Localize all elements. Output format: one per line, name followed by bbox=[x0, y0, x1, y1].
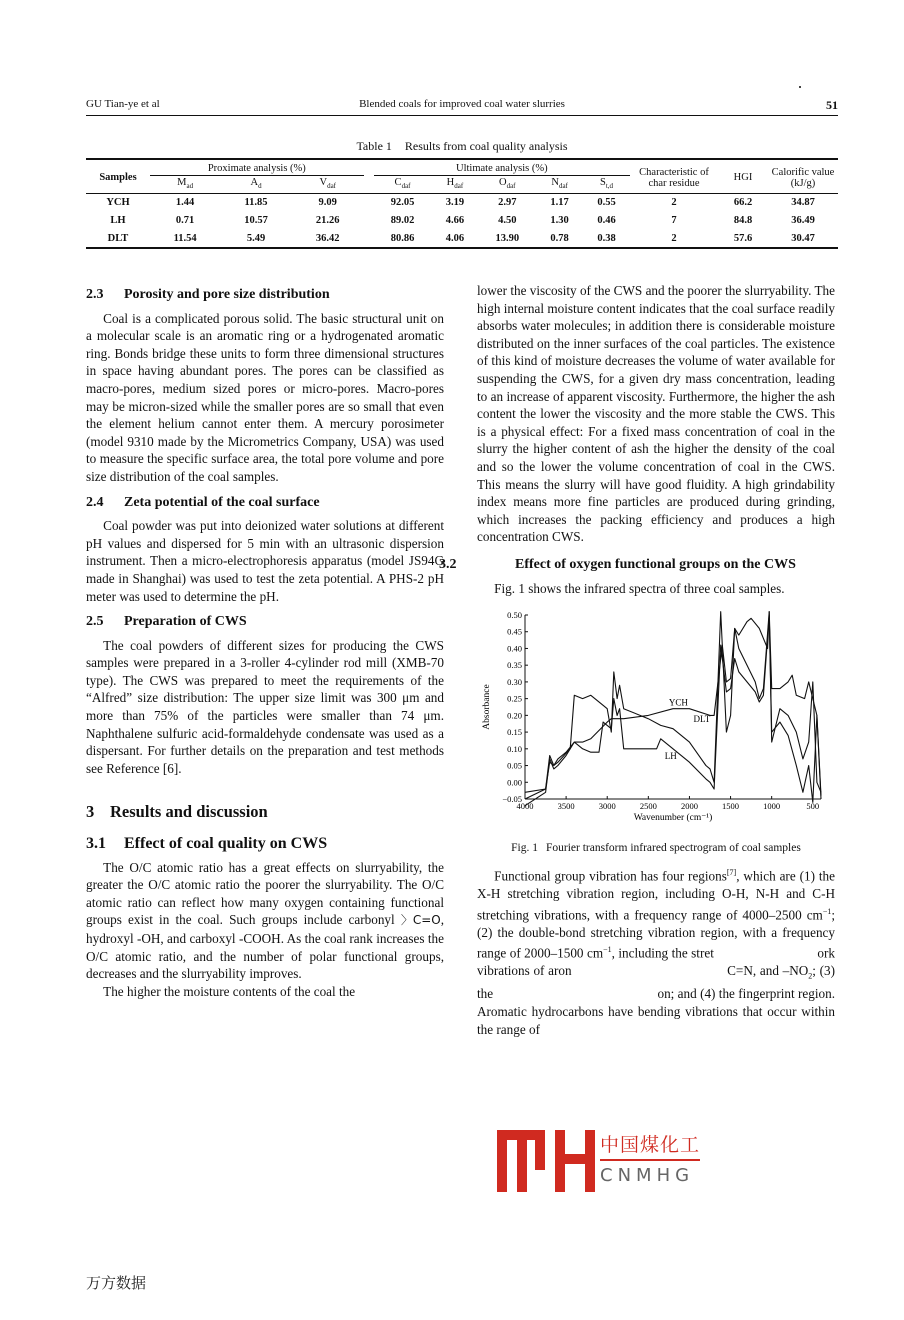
table-row bbox=[86, 194, 838, 212]
cell-hgi: 84.8 bbox=[733, 215, 753, 227]
col-header-odaf: $O_{daf}$ bbox=[478, 176, 536, 194]
series-line-lh bbox=[525, 615, 821, 806]
section-2-3-body: Coal is a complicated porous solid. The basic structural unit on a molecular scale is an aromatic ring or a hydrogenated aromatic ring. Bonds bridge these units to form three dimensional structures in space having abundant pores. The pores can be classified as macro-pores, medium sized pores or micro-pores. Macro-pores may be micron-sized while the smaller pores are so small that even the element helium cannot enter them. A mercury porosimeter (model 9310 made by the Micrometrics Company, USA) was used to measure the specific surface area, the total pore volume and pore size distribution of the coal samples. bbox=[86, 310, 444, 484]
cell-h: 4.06 bbox=[431, 230, 478, 248]
cell-c: 89.02 bbox=[390, 215, 415, 227]
table-number: Table 1 bbox=[356, 139, 392, 153]
col-header-ad: $A_d$ bbox=[220, 176, 292, 194]
cell-s: 0.38 bbox=[583, 230, 630, 248]
mh-logo-icon bbox=[497, 1130, 597, 1192]
y-tick-label: −0.05 bbox=[502, 794, 522, 805]
x-tick-label: 2000 bbox=[680, 801, 698, 812]
section-3-2-heading: 3.2 Effect of oxygen functional groups on the CWS bbox=[439, 556, 796, 572]
section-2-4-body: Coal powder was put into deionized water solutions at different pH values and dispersed for 5 min with an ultrasonic dispersion instrument. Then a micro-electrophoresis apparatus (model JS94G made in Shanghai) was used to test the zeta potential. A PHS-2 pH meter was used to determine the pH. bbox=[86, 518, 444, 604]
cell-s: 0.46 bbox=[597, 215, 616, 227]
cell-cal: 34.87 bbox=[791, 197, 815, 209]
cell-o: 13.90 bbox=[478, 230, 536, 248]
table-caption bbox=[86, 139, 838, 154]
ftir-figure bbox=[477, 603, 835, 835]
cell-o: 4.50 bbox=[498, 215, 517, 227]
cell-v: 9.09 bbox=[318, 197, 337, 209]
section-2-4-heading: 2.4 Zeta potential of the coal surface bbox=[86, 494, 320, 510]
figure-caption: Fig. 1 Fourier transform infrared spectrogram of coal samples bbox=[511, 842, 801, 855]
cell-n: 0.78 bbox=[536, 230, 583, 248]
series-annotation: DLT bbox=[693, 714, 711, 725]
cell-s: 0.55 bbox=[597, 197, 616, 209]
section-2-5-heading: 2.5 Preparation of CWS bbox=[86, 614, 247, 630]
table-row bbox=[86, 212, 838, 230]
x-tick-label: 3000 bbox=[598, 801, 616, 812]
col-header-calorific: Calorific value (kJ/g) bbox=[768, 159, 838, 194]
cnmhg-watermark-logo bbox=[497, 1130, 707, 1192]
cell-cal: 30.47 bbox=[768, 230, 838, 248]
series-annotation: LH bbox=[664, 750, 677, 761]
section-3-1-body: The O/C atomic ratio has a great effects on slurryability, the greater the O/C atomic ratio the poorer the slurryability. The O/C atomic ratio can reflect how many oxygen containing functional groups exist in the coal. Such groups include carbonyl 〉C=O, hydroxyl -OH, and carboxyl -COOH. As the coal rank increases the O/C atomic ratio, and the number of polar functional groups, decreases and the slurryability improves. bbox=[86, 859, 444, 982]
x-tick-label: 500 bbox=[806, 801, 820, 812]
coal-quality-table bbox=[86, 158, 838, 249]
running-head-title: Blended coals for improved coal water slurries bbox=[359, 98, 565, 110]
col-header-vdaf: $V_{daf}$ bbox=[292, 176, 364, 194]
cell-a: 10.57 bbox=[244, 215, 268, 227]
cell-a: 5.49 bbox=[220, 230, 292, 248]
x-tick-label: 4000 bbox=[516, 801, 534, 812]
col-header-char: Characteristic of char residue bbox=[630, 159, 718, 194]
carbonyl-symbol: 〉C=O bbox=[400, 913, 441, 928]
continuation-paragraph: lower the viscosity of the CWS and the poorer the slurryability. The high internal moisture content indicates that the coal surface readily absorbs water molecules; in addition there is considerable moisture distributed on the inner surfaces of the coal particles. The existence of this kind of moisture decreases the volume of water available for suspending the CWS, for a given dry mass concentration, leading to an increase of apparent viscosity. Furthermore, the higher the ash content the lower the viscosity and the more stable the CWS. This is a physical effect: For a fixed mass concentration of coal in the slurry the higher content of ash the higher the density of the coal and so the lower the volume concentration of coal in the CWS. This means the slurry will have good fluidity. A high grindability index means more fine particles are produced during grinding, which increases the packing efficiency and produces a high concentration CWS. bbox=[477, 283, 835, 545]
cell-char: 2 bbox=[630, 230, 718, 248]
left-column bbox=[86, 282, 444, 1006]
cell-m: 1.44 bbox=[175, 197, 195, 209]
x-axis-label: Wavenumber (cm⁻¹) bbox=[633, 813, 713, 824]
cell-hgi: 57.6 bbox=[718, 230, 768, 248]
cell-h: 3.19 bbox=[445, 197, 465, 209]
cell-m: 0.71 bbox=[175, 215, 195, 227]
running-head-authors: GU Tian-ye et al bbox=[86, 98, 160, 110]
cell-char: 7 bbox=[671, 215, 677, 227]
cell-sample: DLT bbox=[86, 230, 150, 248]
cell-n: 1.30 bbox=[550, 215, 569, 227]
cell-sample: YCH bbox=[106, 197, 130, 209]
section-3-2-body: Fig. 1 shows the infrared spectra of three coal samples. bbox=[494, 580, 785, 596]
running-head bbox=[86, 98, 838, 116]
table-row bbox=[86, 230, 838, 248]
y-tick-label: 0.15 bbox=[507, 727, 522, 738]
y-axis-label: Absorbance bbox=[482, 684, 492, 730]
section-3-heading: 3 Results and discussion bbox=[86, 802, 268, 822]
col-group-ultimate: Ultimate analysis (%) bbox=[374, 159, 630, 176]
y-tick-label: 0.30 bbox=[507, 677, 522, 688]
y-tick-label: 0.25 bbox=[507, 693, 522, 704]
y-tick-label: 0.00 bbox=[507, 777, 522, 788]
col-header-cdaf: $C_{daf}$ bbox=[374, 176, 432, 194]
cell-m: 11.54 bbox=[150, 230, 220, 248]
cell-a: 11.85 bbox=[244, 197, 268, 209]
page-number: 51 bbox=[826, 98, 838, 112]
cell-v: 36.42 bbox=[292, 230, 364, 248]
cell-o: 2.97 bbox=[498, 197, 517, 209]
cell-h: 4.66 bbox=[445, 215, 465, 227]
series-annotation: YCH bbox=[668, 697, 688, 708]
col-header-ndaf: $N_{daf}$ bbox=[536, 176, 583, 194]
cell-sample: LH bbox=[110, 215, 126, 227]
functional-groups-paragraph: Functional group vibration has four regions[7], which are (1) the X-H stretching vibration region, including O-H, N-H and C-H stretching vibrations, with a frequency range of 4000–2500 $cm^{-1}$; (2) the double-bond stretching vibration region, with a frequency range of 2000–1500 $cm^{-1}$, including the stret ork vibrations of aron C=N, and $-NO_2$; (3) the on; and (4) the fingerprint region. Aromatic hydrocarbons have bending vibrations that occur within the range of bbox=[477, 868, 836, 1037]
y-tick-label: 0.20 bbox=[507, 710, 522, 721]
right-column bbox=[439, 282, 836, 1044]
col-header-hdaf: $H_{daf}$ bbox=[431, 176, 478, 194]
cell-cal: 36.49 bbox=[791, 215, 815, 227]
watermark-chinese-text: 中国煤化工 bbox=[600, 1130, 702, 1157]
section-2-5-body: The coal powders of different sizes for producing the CWS samples were prepared in a 3-roller 4-cylinder rod mill (XMB-70 type). The CWS was prepared to meet the requirements of the “Alfred” size distribution: The upper size limit was 300 μm and more than 75% of the particles were smaller than 74 μm. Naphthalene sulfuric acid-formaldehyde condensate was used as a dispersant. For further details on the preparation and test methods see Reference [6]. bbox=[86, 637, 444, 776]
y-tick-label: 0.40 bbox=[507, 643, 522, 654]
citation-ref: [7] bbox=[726, 868, 737, 878]
y-tick-label: 0.35 bbox=[507, 660, 522, 671]
watermark-english-text: CNMHG bbox=[600, 1165, 695, 1186]
cell-v: 21.26 bbox=[315, 215, 340, 227]
ftir-chart bbox=[477, 603, 835, 835]
col-header-hgi: HGI bbox=[718, 159, 768, 194]
col-header-samples: Samples bbox=[86, 159, 150, 194]
cell-hgi: 66.2 bbox=[733, 197, 753, 209]
x-tick-label: 1500 bbox=[722, 801, 740, 812]
cell-n: 1.17 bbox=[550, 197, 569, 209]
y-tick-label: 0.45 bbox=[507, 626, 522, 637]
watermark-rule bbox=[600, 1159, 700, 1161]
section-3-1-heading: 3.1 Effect of coal quality on CWS bbox=[86, 835, 328, 853]
cell-c: 92.05 bbox=[390, 197, 415, 209]
x-tick-label: 3500 bbox=[557, 801, 575, 812]
footer-wanfang-mark: 万方数据 bbox=[86, 1274, 147, 1292]
y-tick-label: 0.05 bbox=[507, 760, 522, 771]
section-3-1-body-2: The higher the moisture contents of the coal the bbox=[103, 983, 356, 999]
scan-speck bbox=[799, 86, 801, 88]
cell-char: 2 bbox=[671, 197, 677, 209]
col-group-proximate: Proximate analysis (%) bbox=[150, 159, 364, 176]
col-header-std: $S_{t,d}$ bbox=[583, 176, 630, 194]
y-tick-label: 0.10 bbox=[507, 743, 522, 754]
cell-c: 80.86 bbox=[374, 230, 432, 248]
x-tick-label: 2500 bbox=[639, 801, 657, 812]
y-tick-label: 0.50 bbox=[507, 610, 522, 621]
section-2-3-heading: 2.3 Porosity and pore size distribution bbox=[86, 287, 330, 302]
x-tick-label: 1000 bbox=[763, 801, 781, 812]
table-caption-text: Results from coal quality analysis bbox=[404, 139, 568, 153]
col-header-mad: $M_{ad}$ bbox=[150, 176, 220, 194]
